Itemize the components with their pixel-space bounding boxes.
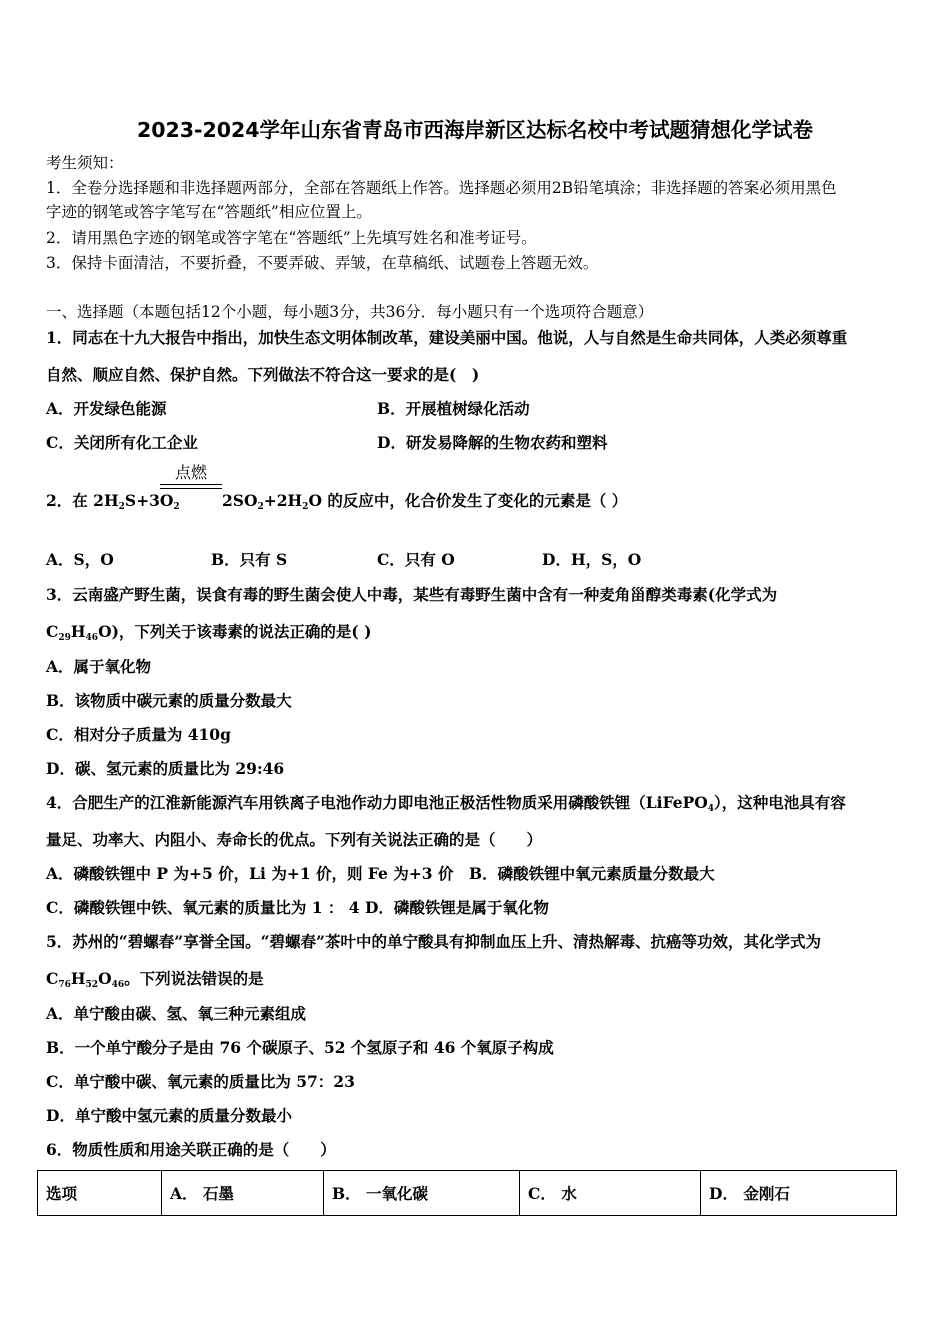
q1-stem-a: 1．同志在十九大报告中指出，加快生态文明体制改革，建设美丽中国。他说，人与自然是生命共同体，人类必须尊重 — [46, 328, 848, 347]
table-cell-c: C． 水 — [520, 1171, 701, 1216]
q3-stem-a: 3．云南盛产野生菌，误食有毒的野生菌会使人中毒，某些有毒野生菌中含有一种麦角甾醇类毒素(化学式为 — [46, 585, 778, 604]
q1-stem-b: 自然、顺应自然、保护自然。下列做法不符合这一要求的是( ) — [46, 365, 480, 384]
q3-option-d: D．碳、氢元素的质量比为 29:46 — [46, 759, 285, 778]
q6-table — [37, 1170, 897, 1216]
q3-option-b: B．该物质中碳元素的质量分数最大 — [46, 691, 292, 710]
q2-equation-bar-bottom — [160, 488, 222, 489]
q3-option-a: A．属于氧化物 — [46, 657, 152, 676]
q2-option-b: B．只有 S — [211, 550, 288, 569]
q5-option-d: D．单宁酸中氢元素的质量分数最小 — [46, 1106, 292, 1125]
q5-stem-b: $C_{76}H_{52}O_{46}$。下列说法错误的是 — [46, 969, 264, 990]
q5-stem-a: 5．苏州的“碧螺春”享誉全国。“碧螺春”茶叶中的单宁酸具有抑制血压上升、清热解毒、抗癌等功效，其化学式为 — [46, 932, 821, 951]
q1-option-b: B．开展植树绿化活动 — [377, 399, 530, 418]
notice-item-1b: 字迹的钢笔或答字笔写在“答题纸”相应位置上。 — [46, 203, 372, 221]
notice-item-2: 2．请用黑色字迹的钢笔或答字笔在“答题纸”上先填写姓名和准考证号。 — [46, 229, 537, 247]
q2-equation-bar-top — [160, 484, 222, 485]
q5-option-b: B．一个单宁酸分子是由 76 个碳原子、52 个氢原子和 46 个氧原子构成 — [46, 1038, 554, 1057]
table-row — [38, 1171, 897, 1216]
q1-option-c: C．关闭所有化工企业 — [46, 433, 198, 452]
table-cell-a: A． 石墨 — [162, 1171, 324, 1216]
q2-stem-right: $2SO_2+2H_2O$ 的反应中，化合价发生了变化的元素是（ ） — [222, 491, 628, 512]
q2-reaction-condition: 点燃 — [174, 463, 207, 482]
q3-option-c: C．相对分子质量为 410g — [46, 725, 231, 744]
table-cell-b: B． 一氧化碳 — [324, 1171, 520, 1216]
table-cell-header: 选项 — [38, 1171, 162, 1216]
q2-stem-left: 2．在 $2H_2S+3O_2$ — [46, 491, 180, 512]
q3-stem-b: $C_{29}H_{46}O$)，下列关于该毒素的说法正确的是( ) — [46, 622, 372, 643]
table-cell-d: D． 金刚石 — [701, 1171, 897, 1216]
q4-option-cd: C．磷酸铁锂中铁、氧元素的质量比为 1 ： 4 D．磷酸铁锂是属于氧化物 — [46, 898, 549, 917]
q4-stem-a: 4．合肥生产的江淮新能源汽车用铁离子电池作动力即电池正极活性物质采用磷酸铁锂（LiFePO$_4$），这种电池具有容 — [46, 793, 846, 814]
q4-stem-b: 量足、功率大、内阻小、寿命长的优点。下列有关说法正确的是（ ） — [46, 830, 543, 849]
q2-option-c: C．只有 O — [377, 550, 455, 569]
section-heading: 一、选择题（本题包括12个小题，每小题3分，共36分．每小题只有一个选项符合题意） — [46, 303, 654, 321]
q2-option-a: A．S，O — [46, 550, 114, 569]
q5-option-c: C．单宁酸中碳、氧元素的质量比为 57：23 — [46, 1072, 355, 1091]
q5-option-a: A．单宁酸由碳、氢、氧三种元素组成 — [46, 1004, 307, 1023]
q1-option-d: D．研发易降解的生物农药和塑料 — [377, 433, 608, 452]
notice-item-3: 3．保持卡面清洁，不要折叠，不要弄破、弄皱，在草稿纸、试题卷上答题无效。 — [46, 254, 599, 272]
notice-item-1a: 1．全卷分选择题和非选择题两部分，全部在答题纸上作答。选择题必须用2B铅笔填涂；非选择题的答案必须用黑色 — [46, 179, 837, 197]
q4-option-ab: A．磷酸铁锂中 P 为+5 价，Li 为+1 价，则 Fe 为+3 价 B．磷酸铁锂中氧元素质量分数最大 — [46, 864, 715, 883]
page-title: 2023-2024学年山东省青岛市西海岸新区达标名校中考试题猜想化学试卷 — [136, 118, 814, 142]
q1-option-a: A．开发绿色能源 — [46, 399, 167, 418]
notice-heading: 考生须知： — [46, 154, 124, 172]
q2-option-d: D．H，S，O — [542, 550, 642, 569]
q6-stem: 6．物质性质和用途关联正确的是（ ） — [46, 1140, 336, 1159]
